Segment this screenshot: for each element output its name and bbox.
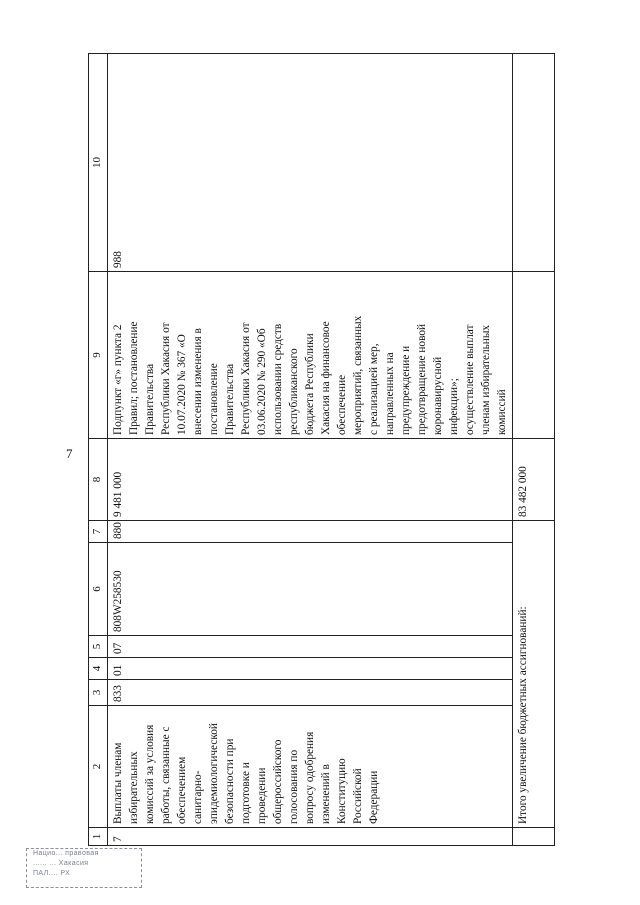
header-cell: 6 bbox=[89, 543, 108, 636]
table-row bbox=[108, 54, 513, 846]
total-label-cell: Итого увеличение бюджетных ассигнований: bbox=[513, 521, 555, 828]
total-value-cell: 83 482 000 bbox=[513, 439, 555, 521]
basis-cell: Подпункт «г» пункта 2 Правил; постановление Правительства Республики Хакасия от 10.07.2020 № 367 «О внесении изменения в постановление Правительства Республики Хакасия от 03.06.2020 № 290 «Об использовании средств республиканского бюджета Республики Хакасия на финансовое обеспечение мероприятий, связанных с реализацией мер, направленных на предупреждение и предотвращение новой коронавирусной инфекции»; осуществление выплат членам избирательных комиссий bbox=[108, 272, 513, 439]
page-number: 7 bbox=[66, 446, 73, 461]
code-cell: 988 bbox=[108, 54, 513, 272]
registration-stamp bbox=[26, 848, 142, 888]
total-empty-cell bbox=[513, 828, 555, 846]
stamp-line: ПАЛ.... РХ bbox=[33, 870, 71, 877]
code-cell: 01 bbox=[108, 658, 513, 680]
total-empty-cell bbox=[513, 272, 555, 439]
target-article-cell: 808W258530 bbox=[108, 543, 513, 636]
rotated-table-frame bbox=[88, 54, 548, 846]
header-cell: 7 bbox=[89, 521, 108, 543]
code-cell: 07 bbox=[108, 636, 513, 658]
stamp-line: Нацио... правовая bbox=[33, 850, 99, 857]
header-cell: 5 bbox=[89, 636, 108, 658]
header-cell: 2 bbox=[89, 706, 108, 828]
stamp-line: ...... ... Хакасия bbox=[33, 860, 89, 867]
expense-type-cell: 880 bbox=[108, 521, 513, 543]
total-row bbox=[513, 54, 555, 846]
expense-name-cell: Выплаты членам избирательных комиссий за условия работы, связанные с обеспечением санитарно- эпидемиологической безопасности при подготовке и проведении общероссийского голосования по вопросу одобрения изменений в Конституцию Российской Федерации bbox=[108, 706, 513, 828]
amount-cell: 9 481 000 bbox=[108, 439, 513, 521]
header-cell: 10 bbox=[89, 54, 108, 272]
table-header-row bbox=[89, 54, 108, 846]
header-cell: 1 bbox=[89, 828, 108, 846]
row-number-cell: 7 bbox=[108, 828, 513, 846]
header-cell: 8 bbox=[89, 439, 108, 521]
budget-table bbox=[88, 54, 548, 846]
header-cell: 4 bbox=[89, 658, 108, 680]
header-cell: 3 bbox=[89, 680, 108, 706]
code-cell: 833 bbox=[108, 680, 513, 706]
header-cell: 9 bbox=[89, 272, 108, 439]
total-empty-cell bbox=[513, 54, 555, 272]
